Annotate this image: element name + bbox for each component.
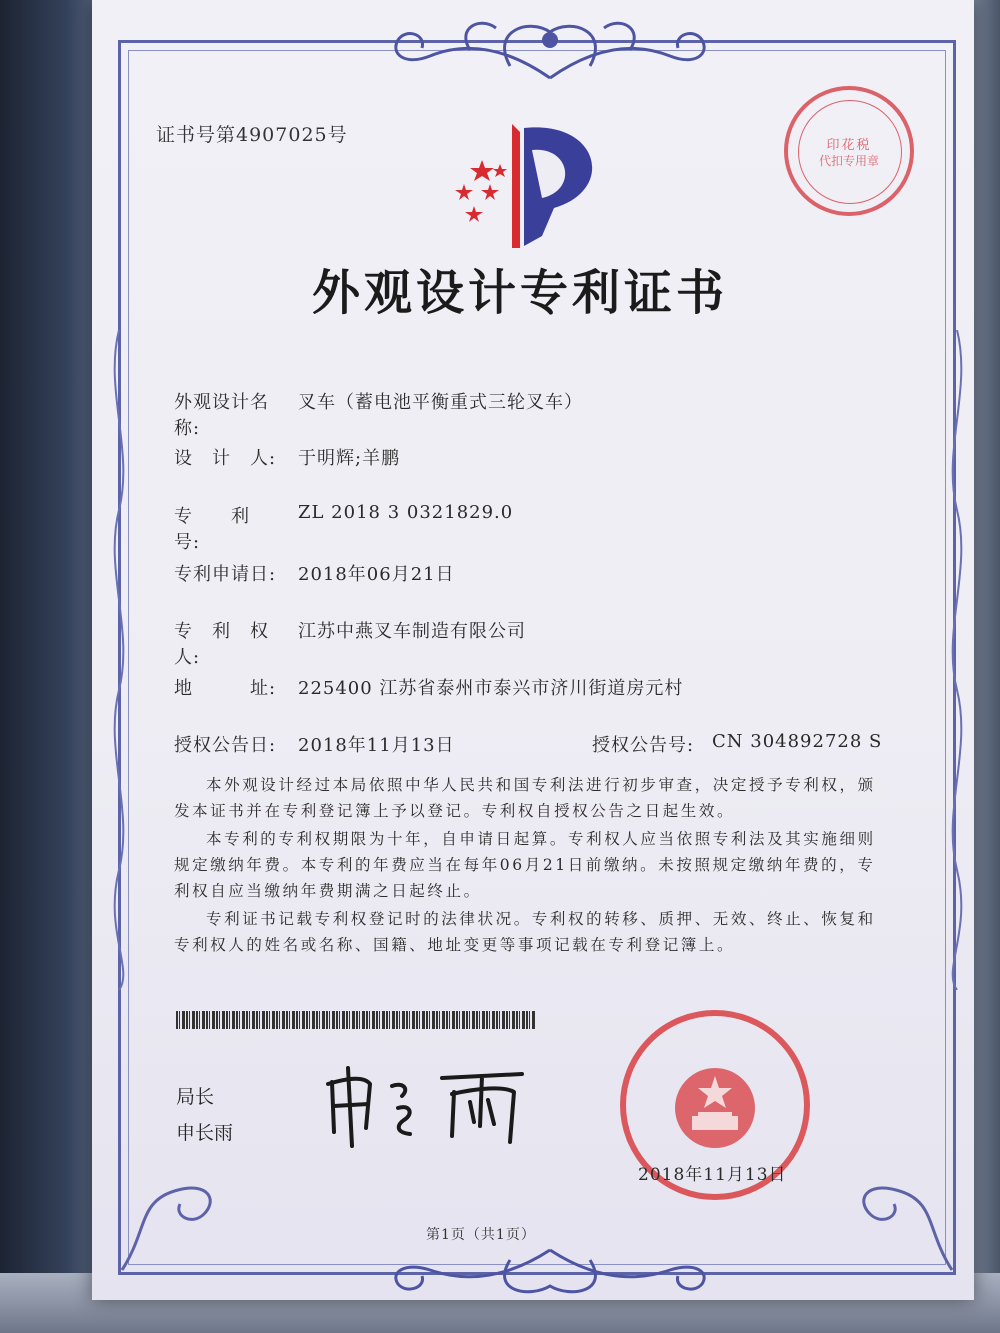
field-label-designer: 设 计 人: [174, 448, 277, 469]
field-value-application-date: 2018年06月21日 [298, 564, 455, 585]
corner-ornament-bottom-left [118, 1160, 228, 1275]
field-label-address: 地 址: [174, 678, 277, 699]
desk-background-left [0, 0, 95, 1333]
paragraph-legal-status: 专利证书记载专利权登记时的法律状况。专利权的转移、质押、无效、终止、恢复和专利权人的姓名或名称、国籍、地址变更等事项记载在专利登记簿上。 [174, 910, 876, 954]
field-value-designer: 于明辉;羊鹏 [298, 448, 401, 469]
right-side-ornament [942, 330, 972, 990]
field-label-grant-date: 授权公告日: [174, 735, 277, 756]
barcode [176, 1011, 536, 1029]
top-ornament [360, 10, 740, 90]
left-side-ornament [104, 330, 134, 990]
field-label-design-name: 外观设计名称: [174, 392, 269, 439]
field-label-application-date: 专利申请日: [174, 564, 277, 585]
desk-background-right [970, 0, 1000, 1333]
field-value-grant-number: CN 304892728 S [712, 731, 883, 752]
director-title: 局长 [176, 1086, 215, 1108]
field-label-patentee: 专 利 权 人: [174, 621, 288, 668]
tax-stamp-line2: 代扣专用章 [818, 154, 879, 168]
field-value-design-name: 叉车（蓄电池平衡重式三轮叉车） [298, 392, 583, 413]
bottom-ornament [360, 1240, 740, 1300]
certificate-number: 证书号第4907025号 [156, 124, 348, 146]
tax-stamp-line1: 印花税 [826, 138, 872, 153]
paragraph-grant-statement: 本外观设计经过本局依照中华人民共和国专利法进行初步审查，决定授予专利权，颁发本证书并在专利登记簿上予以登记。专利权自授权公告之日起生效。 [174, 776, 876, 820]
field-value-grant-date: 2018年11月13日 [298, 735, 455, 756]
tax-stamp [784, 86, 914, 216]
field-value-patent-number: ZL 2018 3 0321829.0 [298, 502, 514, 523]
seal-date: 2018年11月13日 [638, 1165, 787, 1185]
field-label-patent-number: 专 利 号: [174, 506, 269, 553]
paragraph-patent-term: 本专利的专利权期限为十年，自申请日起算。专利权人应当依照专利法及其实施细则规定缴纳年费。本专利的年费应当在每年06月21日前缴纳。未按照规定缴纳年费的，专利权自应当缴纳年费期满之日起终止。 [174, 830, 876, 900]
field-label-grant-number: 授权公告号: [592, 735, 695, 756]
field-value-address: 225400 江苏省泰州市泰兴市济川街道房元村 [298, 678, 684, 699]
patent-office-logo [450, 120, 610, 250]
field-value-patentee: 江苏中燕叉车制造有限公司 [298, 621, 526, 642]
page-number: 第1页（共1页） [426, 1227, 536, 1243]
director-name: 申长雨 [176, 1122, 234, 1144]
certificate-title: 外观设计专利证书 [311, 265, 728, 321]
corner-ornament-bottom-right [846, 1160, 956, 1275]
handwritten-signature [318, 1062, 538, 1148]
